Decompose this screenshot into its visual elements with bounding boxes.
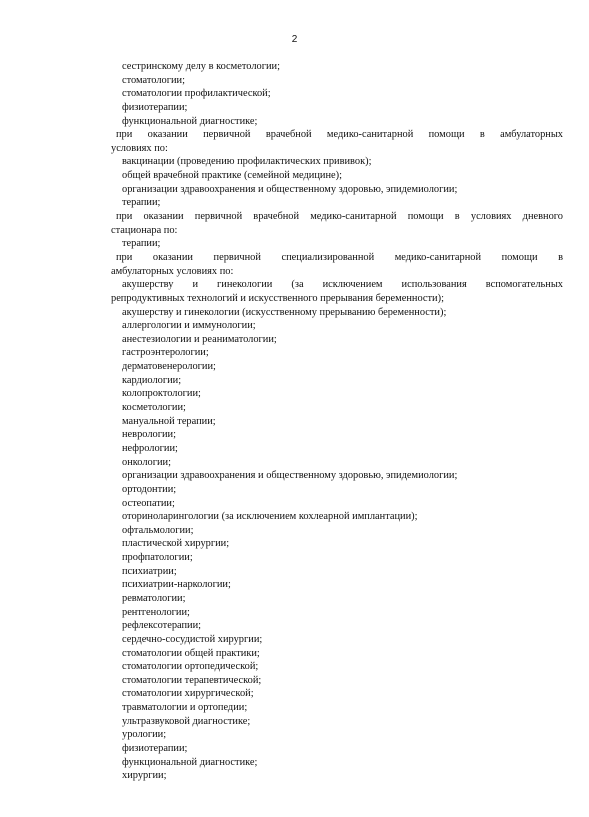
text-line: стоматологии хирургической; bbox=[122, 688, 254, 700]
text-line: пластической хирургии; bbox=[122, 538, 230, 550]
text-line: ультразвуковой диагностике; bbox=[122, 715, 251, 727]
document-body bbox=[111, 60, 563, 783]
text-line: организации здравоохранения и общественному здоровью, эпидемиологии; bbox=[122, 470, 458, 482]
text-line: косметологии; bbox=[122, 402, 186, 414]
text-line: терапии; bbox=[122, 238, 161, 250]
text-line: хирургии; bbox=[122, 770, 167, 782]
text-line: репродуктивных технологий и искусственного прерывания беременности); bbox=[111, 292, 444, 304]
text-line: дерматовенерологии; bbox=[122, 361, 216, 373]
text-line: стоматологии профилактической; bbox=[122, 88, 271, 100]
page-number: 2 bbox=[291, 34, 298, 45]
text-line: психиатрии-наркологии; bbox=[122, 579, 231, 591]
text-line: стационара по: bbox=[111, 224, 178, 236]
text-line: функциональной диагностике; bbox=[122, 115, 258, 127]
text-line: остеопатии; bbox=[122, 497, 175, 509]
text-line: стоматологии; bbox=[122, 74, 185, 86]
text-line: нефрологии; bbox=[122, 442, 178, 454]
text-line: терапии; bbox=[122, 197, 161, 209]
text-line: рефлексотерапии; bbox=[122, 620, 202, 632]
text-line: стоматологии общей практики; bbox=[122, 647, 260, 659]
text-line: физиотерапии; bbox=[122, 101, 188, 113]
text-line: оториноларингологии (за исключением кохлеарной имплантации); bbox=[122, 511, 418, 523]
text-line: психиатрии; bbox=[122, 565, 177, 577]
text-line: гастроэнтерологии; bbox=[122, 347, 209, 359]
text-line: неврологии; bbox=[122, 429, 176, 441]
text-line: травматологии и ортопедии; bbox=[122, 702, 248, 714]
text-line: стоматологии ортопедической; bbox=[122, 661, 259, 673]
text-line: сестринскому делу в косметологии; bbox=[122, 61, 280, 72]
text-line: сердечно-сосудистой хирургии; bbox=[122, 633, 263, 645]
text-line: условиях по: bbox=[111, 142, 168, 154]
text-line: урологии; bbox=[122, 729, 167, 741]
text-line: аллергологии и иммунологии; bbox=[122, 320, 256, 332]
text-line: акушерству и гинекологии (искусственному прерыванию беременности); bbox=[122, 306, 447, 318]
text-line: физиотерапии; bbox=[122, 743, 188, 755]
text-line: рентгенологии; bbox=[122, 606, 190, 618]
text-line: профпатологии; bbox=[122, 552, 193, 564]
text-line: колопроктологии; bbox=[122, 388, 201, 400]
paragraph-line: при оказании первичной специализированной медико-санитарной помощи в bbox=[116, 251, 563, 263]
text-line: общей врачебной практике (семейной медицине); bbox=[122, 170, 342, 182]
text-line: стоматологии терапевтической; bbox=[122, 674, 262, 686]
text-line: амбулаторных условиях по: bbox=[111, 265, 234, 277]
text-line: кардиологии; bbox=[122, 374, 182, 386]
text-line: анестезиологии и реаниматологии; bbox=[122, 333, 277, 345]
text-line: ортодонтии; bbox=[122, 483, 177, 495]
text-line: организации здравоохранения и общественному здоровью, эпидемиологии; bbox=[122, 183, 458, 195]
text-line: вакцинации (проведению профилактических прививок); bbox=[122, 156, 372, 168]
text-line: офтальмологии; bbox=[122, 524, 194, 536]
paragraph-line: при оказании первичной врачебной медико-санитарной помощи в условиях дневного bbox=[116, 211, 563, 223]
text-line: ревматологии; bbox=[122, 592, 186, 604]
paragraph-line: акушерству и гинекологии (за исключением использования вспомогательных bbox=[122, 279, 563, 291]
text-line: функциональной диагностике; bbox=[122, 756, 258, 768]
text-line: мануальной терапии; bbox=[122, 415, 216, 427]
paragraph-line: при оказании первичной врачебной медико-санитарной помощи в амбулаторных bbox=[116, 129, 563, 141]
text-line: онкологии; bbox=[122, 456, 171, 468]
